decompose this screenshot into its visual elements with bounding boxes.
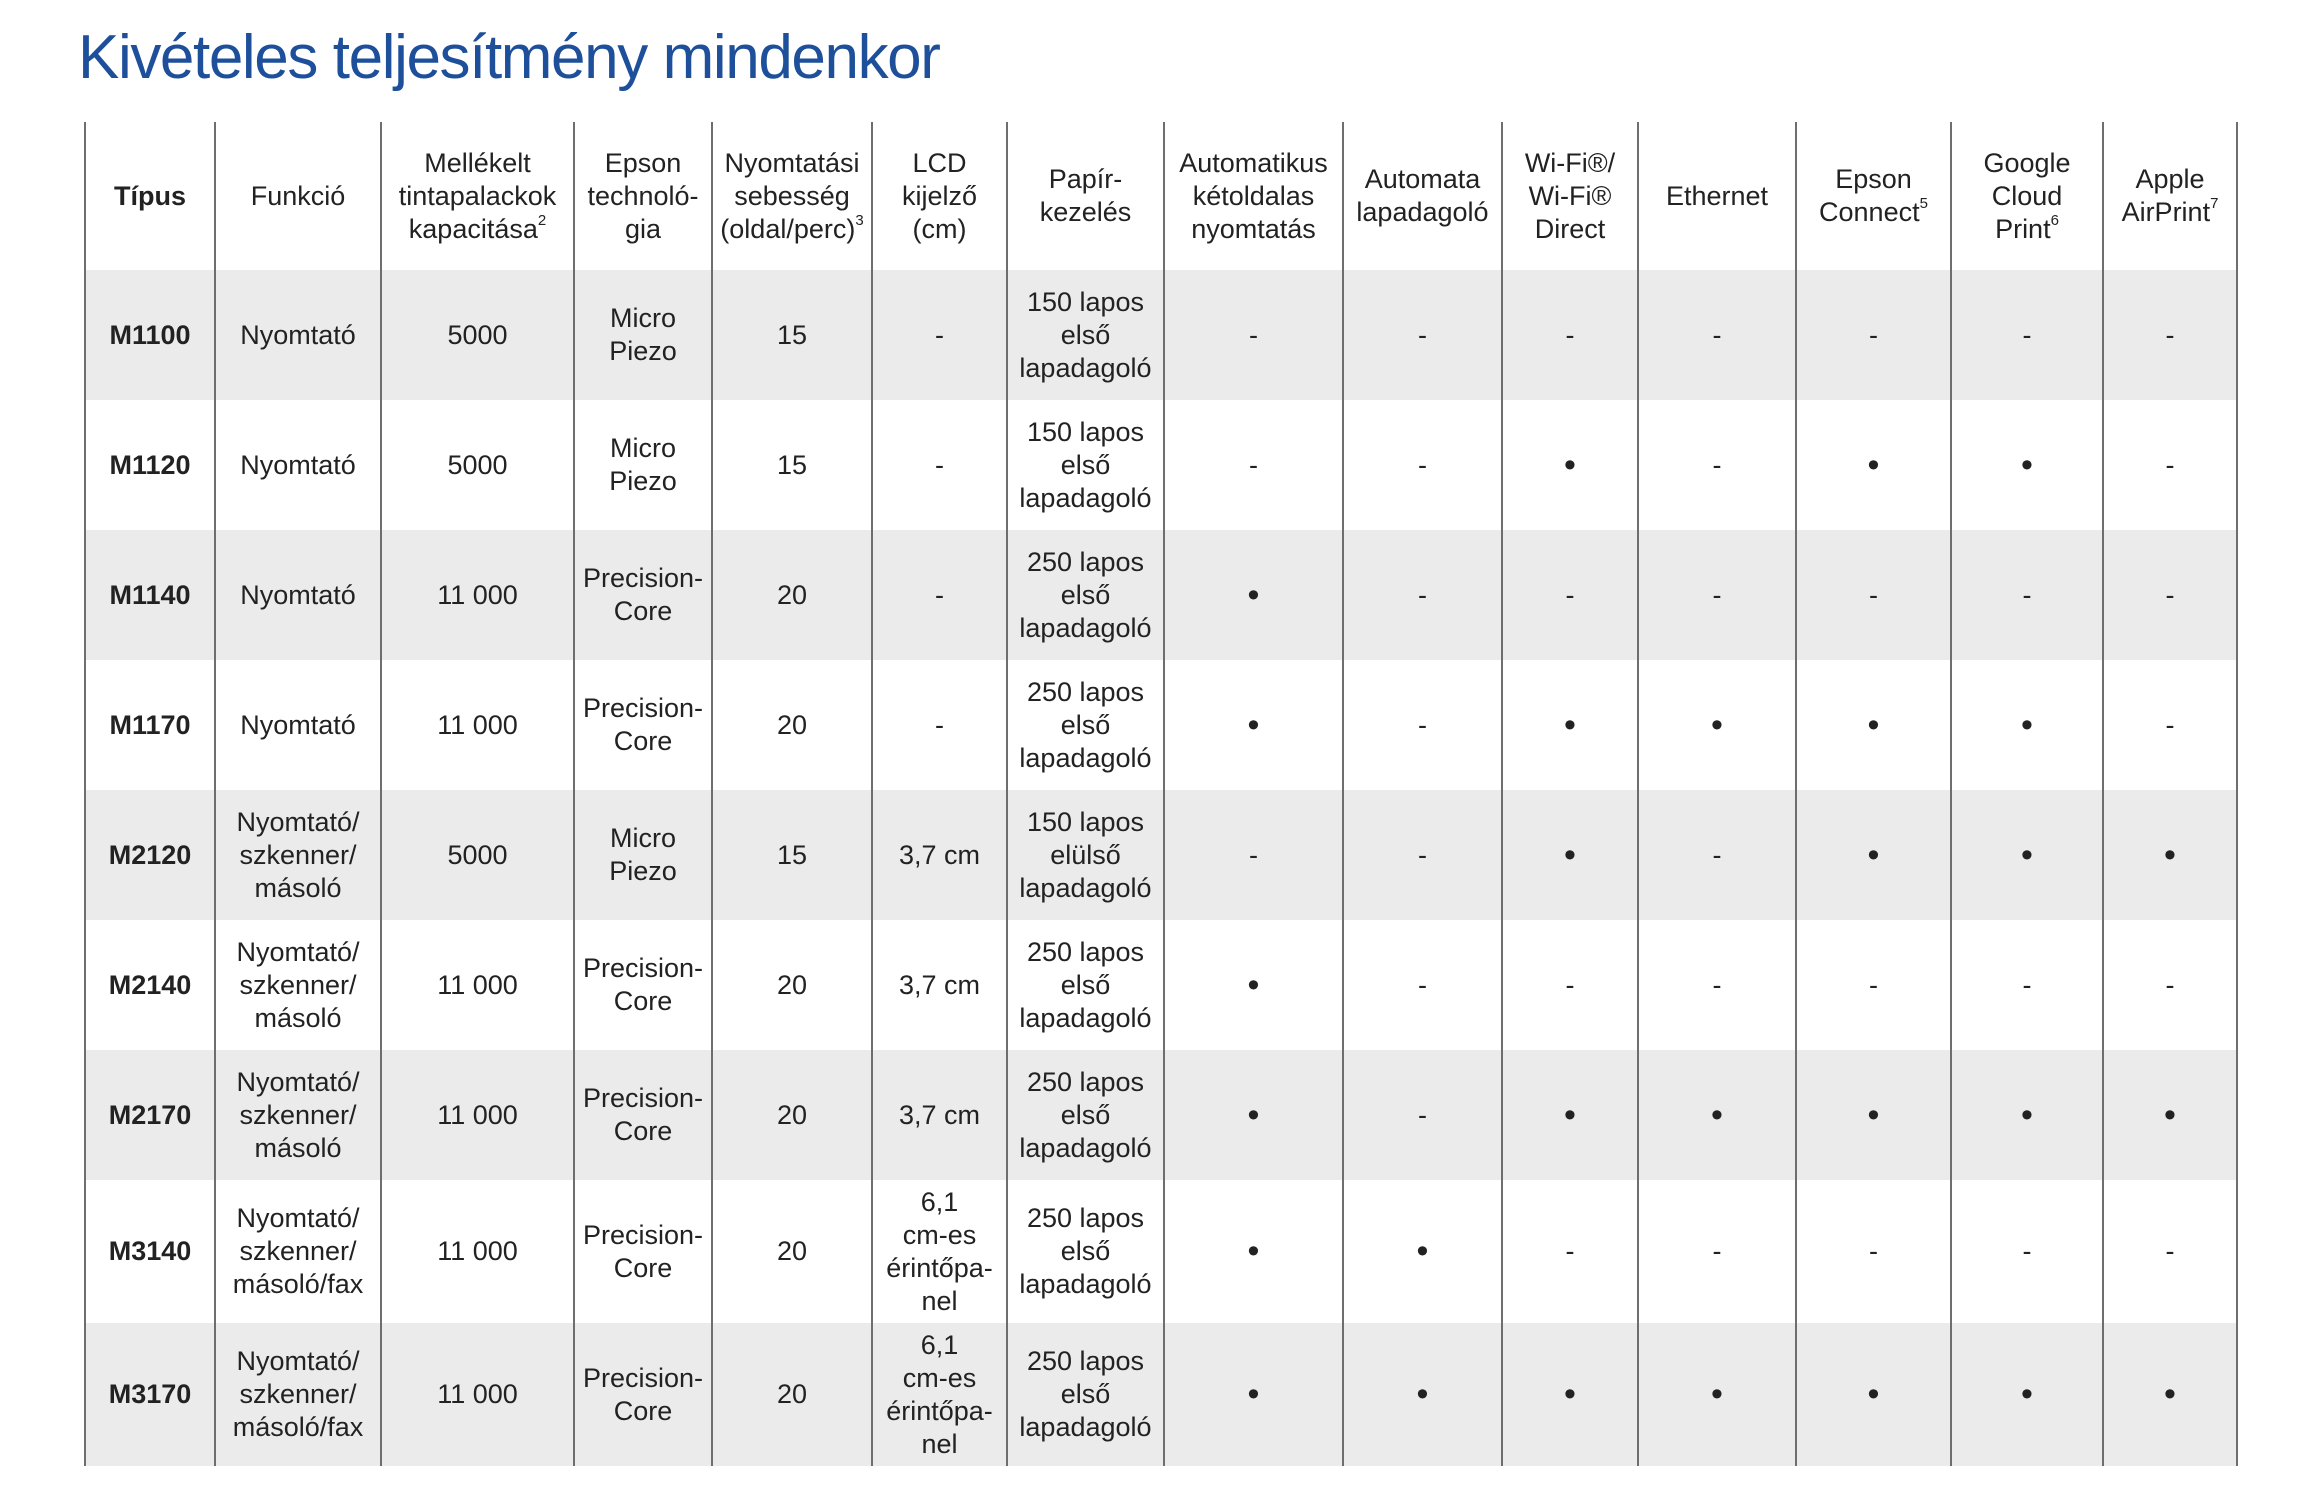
cell-function: [215, 270, 381, 400]
cell-line: cm-es: [902, 1362, 977, 1393]
cell-ethernet: •: [1638, 1323, 1796, 1466]
header-line: AirPrint$^7$: [2121, 195, 2219, 227]
cell-google-cloud: -: [1951, 270, 2103, 400]
cell-speed: 20: [712, 1323, 872, 1466]
cell-function: [215, 1180, 381, 1323]
cell-capacity: 5000: [381, 790, 574, 920]
header-line: Print$^6$: [1995, 211, 2059, 244]
cell-adf: -: [1343, 660, 1502, 790]
cell-line: 150 lapos: [1026, 286, 1145, 317]
cell-capacity: 11 000: [381, 530, 574, 660]
cell-epson-connect: -: [1796, 270, 1951, 400]
cell-wifi: •: [1502, 400, 1638, 530]
cell-google-cloud: •: [1951, 1323, 2103, 1466]
cell-line: lapadagoló: [1019, 1132, 1152, 1163]
header-line: Nyomtatási: [724, 147, 860, 178]
table-row: [85, 270, 2237, 400]
cell-line: Precision-: [582, 1083, 704, 1113]
cell-line: Micro: [610, 303, 676, 333]
cell-line: első: [1060, 319, 1111, 350]
table-row: [85, 1180, 2237, 1323]
header-line: kezelés: [1039, 197, 1132, 227]
cell-function: [215, 920, 381, 1050]
cell-line: Nyomtató/: [236, 1066, 360, 1097]
cell-wifi: -: [1502, 270, 1638, 400]
header-airprint: [2103, 122, 2237, 270]
cell-airprint: •: [2103, 1050, 2237, 1180]
cell-line: Nyomtató: [240, 449, 356, 480]
cell-line: lapadagoló: [1019, 1269, 1152, 1299]
header-row: [85, 122, 2237, 270]
cell-line: Core: [613, 726, 673, 756]
cell-line: szkenner/: [239, 1379, 357, 1409]
cell-line: 6,1: [920, 1329, 959, 1360]
cell-epson-connect: •: [1796, 660, 1951, 790]
header-line: Wi-Fi®: [1528, 180, 1612, 211]
cell-speed: 15: [712, 270, 872, 400]
cell-speed: 20: [712, 920, 872, 1050]
header-wifi: [1502, 122, 1638, 270]
cell-paper: [1007, 400, 1164, 530]
cell-line: Micro: [610, 823, 676, 853]
cell-adf: •: [1343, 1180, 1502, 1323]
cell-function: [215, 790, 381, 920]
cell-line: elülső: [1050, 839, 1121, 870]
cell-paper: [1007, 530, 1164, 660]
cell-line: másoló/fax: [232, 1269, 364, 1299]
cell-line: -: [935, 319, 944, 350]
cell-duplex: •: [1164, 1050, 1343, 1180]
cell-google-cloud: •: [1951, 1050, 2103, 1180]
cell-line: másoló: [254, 872, 342, 903]
cell-function: [215, 530, 381, 660]
cell-line: Piezo: [609, 336, 677, 366]
cell-line: első: [1060, 449, 1111, 480]
cell-wifi: •: [1502, 1323, 1638, 1466]
header-line: gia: [624, 213, 662, 244]
header-line: kétoldalas: [1192, 180, 1315, 211]
header-technology: [574, 122, 712, 270]
cell-line: lapadagoló: [1019, 872, 1152, 903]
header-line: Típus: [114, 180, 186, 211]
cell-capacity: 5000: [381, 400, 574, 530]
cell-adf: •: [1343, 1323, 1502, 1466]
cell-line: Nyomtató: [240, 319, 356, 350]
header-line: Cloud: [1991, 180, 2063, 211]
cell-line: Nyomtató/: [236, 936, 360, 967]
cell-model: M2140: [85, 920, 215, 1050]
cell-duplex: •: [1164, 530, 1343, 660]
cell-line: Nyomtató: [240, 709, 356, 740]
cell-model: M2170: [85, 1050, 215, 1180]
cell-tech: [574, 660, 712, 790]
cell-adf: -: [1343, 270, 1502, 400]
cell-line: 3,7 cm: [898, 1099, 981, 1130]
cell-line: Core: [613, 986, 673, 1016]
cell-line: első: [1060, 709, 1111, 740]
cell-line: másoló: [254, 1002, 342, 1033]
cell-line: szkenner/: [239, 1236, 357, 1266]
cell-adf: -: [1343, 920, 1502, 1050]
cell-speed: 20: [712, 1050, 872, 1180]
cell-capacity: 11 000: [381, 1180, 574, 1323]
cell-airprint: -: [2103, 1180, 2237, 1323]
cell-wifi: -: [1502, 530, 1638, 660]
cell-google-cloud: -: [1951, 530, 2103, 660]
header-line: Direct: [1534, 213, 1606, 244]
cell-line: szkenner/: [239, 839, 357, 870]
cell-epson-connect: •: [1796, 790, 1951, 920]
cell-line: cm-es: [902, 1219, 977, 1250]
cell-line: lapadagoló: [1019, 1002, 1152, 1033]
cell-ethernet: •: [1638, 1050, 1796, 1180]
cell-line: 150 lapos: [1026, 806, 1145, 837]
cell-ethernet: -: [1638, 270, 1796, 400]
header-line: lapadagoló: [1356, 197, 1489, 227]
cell-line: 250 lapos: [1026, 1203, 1145, 1233]
cell-model: M1120: [85, 400, 215, 530]
cell-line: Piezo: [609, 856, 677, 886]
cell-duplex: •: [1164, 920, 1343, 1050]
cell-epson-connect: •: [1796, 1323, 1951, 1466]
cell-paper: [1007, 660, 1164, 790]
cell-adf: -: [1343, 1050, 1502, 1180]
cell-model: M1170: [85, 660, 215, 790]
header-duplex: [1164, 122, 1343, 270]
table-row: [85, 1050, 2237, 1180]
cell-capacity: 11 000: [381, 1323, 574, 1466]
cell-ethernet: -: [1638, 790, 1796, 920]
header-line: sebesség: [734, 180, 850, 211]
cell-epson-connect: -: [1796, 530, 1951, 660]
cell-line: Core: [613, 596, 673, 626]
cell-line: lapadagoló: [1019, 612, 1152, 643]
cell-line: Precision-: [582, 1219, 704, 1250]
cell-tech: [574, 790, 712, 920]
cell-paper: [1007, 790, 1164, 920]
cell-function: [215, 660, 381, 790]
cell-duplex: •: [1164, 1323, 1343, 1466]
cell-model: M3170: [85, 1323, 215, 1466]
footnote-mark: 2: [537, 211, 547, 229]
cell-function: [215, 1323, 381, 1466]
cell-line: 250 lapos: [1026, 936, 1145, 967]
cell-line: szkenner/: [239, 969, 357, 1000]
cell-line: Precision-: [582, 693, 704, 723]
cell-function: [215, 1050, 381, 1180]
cell-line: első: [1060, 1379, 1111, 1409]
cell-ethernet: -: [1638, 920, 1796, 1050]
header-line: (oldal/perc)$^3$: [720, 211, 864, 244]
cell-line: -: [935, 579, 944, 610]
cell-line: Nyomtató/: [236, 806, 360, 837]
cell-line: Piezo: [609, 466, 677, 496]
spec-table: [84, 122, 2238, 1466]
header-line: Papír-: [1048, 164, 1123, 194]
header-ethernet: [1638, 122, 1796, 270]
cell-line: lapadagoló: [1019, 742, 1152, 773]
cell-line: 150 lapos: [1026, 416, 1145, 447]
header-line: Epson: [1835, 164, 1912, 194]
cell-capacity: 11 000: [381, 1050, 574, 1180]
cell-line: 6,1: [920, 1186, 959, 1217]
cell-ethernet: -: [1638, 1180, 1796, 1323]
cell-speed: 20: [712, 1180, 872, 1323]
cell-line: 3,7 cm: [898, 839, 981, 870]
cell-adf: -: [1343, 400, 1502, 530]
cell-line: 250 lapos: [1026, 1066, 1145, 1097]
cell-line: nel: [921, 1428, 958, 1459]
footnote-mark: 7: [2210, 195, 2219, 212]
cell-line: 250 lapos: [1026, 1346, 1145, 1376]
header-line: Ethernet: [1665, 180, 1769, 211]
cell-model: M3140: [85, 1180, 215, 1323]
header-adf: [1343, 122, 1502, 270]
cell-line: első: [1060, 1236, 1111, 1266]
cell-line: érintőpa-: [886, 1395, 993, 1426]
cell-speed: 20: [712, 530, 872, 660]
cell-line: másoló/fax: [232, 1412, 364, 1442]
header-line: Automatikus: [1179, 147, 1328, 178]
cell-line: Precision-: [582, 953, 704, 983]
cell-lcd: [872, 1050, 1007, 1180]
cell-lcd: [872, 790, 1007, 920]
cell-line: Precision-: [582, 563, 704, 593]
cell-lcd: [872, 1323, 1007, 1466]
cell-line: érintőpa-: [886, 1252, 993, 1283]
header-line: Google: [1983, 147, 2071, 178]
cell-capacity: 11 000: [381, 920, 574, 1050]
cell-line: Nyomtató/: [236, 1346, 360, 1376]
header-line: Connect$^5$: [1819, 195, 1928, 227]
cell-line: 3,7 cm: [898, 969, 981, 1000]
cell-ethernet: •: [1638, 660, 1796, 790]
cell-google-cloud: •: [1951, 660, 2103, 790]
cell-duplex: -: [1164, 270, 1343, 400]
header-line: technoló-: [587, 180, 699, 211]
cell-duplex: -: [1164, 790, 1343, 920]
cell-adf: -: [1343, 790, 1502, 920]
cell-line: -: [935, 709, 944, 740]
cell-lcd: [872, 920, 1007, 1050]
header-lcd: [872, 122, 1007, 270]
cell-lcd: [872, 660, 1007, 790]
cell-wifi: -: [1502, 1180, 1638, 1323]
cell-line: lapadagoló: [1019, 352, 1152, 383]
cell-tech: [574, 1050, 712, 1180]
header-google-cloud: [1951, 122, 2103, 270]
header-line: tintapalackok: [398, 180, 557, 211]
cell-google-cloud: •: [1951, 790, 2103, 920]
cell-model: M2120: [85, 790, 215, 920]
header-line: Funkció: [250, 180, 346, 211]
header-line: (cm): [912, 213, 967, 244]
cell-model: M1100: [85, 270, 215, 400]
header-line: LCD: [912, 147, 967, 178]
cell-adf: -: [1343, 530, 1502, 660]
cell-line: lapadagoló: [1019, 482, 1152, 513]
footnote-mark: 6: [2050, 211, 2059, 229]
cell-ethernet: -: [1638, 530, 1796, 660]
header-line: Mellékelt: [424, 147, 531, 178]
table-body: [85, 270, 2237, 1466]
cell-airprint: -: [2103, 270, 2237, 400]
cell-epson-connect: -: [1796, 920, 1951, 1050]
header-line: kijelző: [901, 180, 978, 211]
header-line: nyomtatás: [1191, 213, 1316, 244]
cell-tech: [574, 400, 712, 530]
cell-paper: [1007, 270, 1164, 400]
cell-line: 250 lapos: [1026, 676, 1145, 707]
cell-lcd: [872, 400, 1007, 530]
table-row: [85, 1323, 2237, 1466]
cell-speed: 15: [712, 400, 872, 530]
footnote-mark: 3: [855, 211, 864, 229]
cell-airprint: -: [2103, 400, 2237, 530]
cell-line: szkenner/: [239, 1099, 357, 1130]
header-epson-connect: [1796, 122, 1951, 270]
cell-google-cloud: -: [1951, 1180, 2103, 1323]
cell-line: első: [1060, 969, 1111, 1000]
cell-wifi: •: [1502, 660, 1638, 790]
header-line: Apple: [2135, 164, 2205, 194]
cell-capacity: 5000: [381, 270, 574, 400]
cell-tech: [574, 1180, 712, 1323]
cell-epson-connect: •: [1796, 1050, 1951, 1180]
cell-wifi: •: [1502, 1050, 1638, 1180]
cell-model: M1140: [85, 530, 215, 660]
cell-epson-connect: •: [1796, 400, 1951, 530]
cell-line: Nyomtató: [240, 579, 356, 610]
cell-epson-connect: -: [1796, 1180, 1951, 1323]
cell-line: Precision-: [582, 1362, 704, 1393]
header-speed: [712, 122, 872, 270]
cell-paper: [1007, 1050, 1164, 1180]
header-line: Epson: [604, 147, 682, 178]
table-row: [85, 400, 2237, 530]
table-row: [85, 920, 2237, 1050]
cell-wifi: -: [1502, 920, 1638, 1050]
cell-duplex: •: [1164, 660, 1343, 790]
cell-lcd: [872, 1180, 1007, 1323]
header-capacity: [381, 122, 574, 270]
header-paper: [1007, 122, 1164, 270]
table-row: [85, 790, 2237, 920]
cell-airprint: •: [2103, 790, 2237, 920]
table-row: [85, 660, 2237, 790]
cell-tech: [574, 1323, 712, 1466]
page-title: Kivételes teljesítmény mindenkor: [78, 23, 940, 92]
cell-lcd: [872, 530, 1007, 660]
cell-airprint: -: [2103, 530, 2237, 660]
cell-paper: [1007, 1323, 1164, 1466]
cell-line: Core: [613, 1252, 673, 1283]
cell-line: -: [935, 449, 944, 480]
header-type: [85, 122, 215, 270]
cell-speed: 20: [712, 660, 872, 790]
header-line: Automata: [1364, 164, 1481, 194]
cell-speed: 15: [712, 790, 872, 920]
header-line: Wi-Fi®/: [1524, 147, 1616, 178]
cell-lcd: [872, 270, 1007, 400]
cell-line: első: [1060, 579, 1111, 610]
cell-duplex: -: [1164, 400, 1343, 530]
cell-line: Micro: [610, 433, 676, 463]
cell-line: másoló: [254, 1132, 342, 1163]
cell-ethernet: -: [1638, 400, 1796, 530]
cell-tech: [574, 530, 712, 660]
cell-airprint: •: [2103, 1323, 2237, 1466]
footnote-mark: 5: [1919, 195, 1928, 212]
cell-airprint: -: [2103, 660, 2237, 790]
cell-tech: [574, 920, 712, 1050]
cell-tech: [574, 270, 712, 400]
cell-duplex: •: [1164, 1180, 1343, 1323]
cell-line: Core: [613, 1116, 673, 1146]
cell-paper: [1007, 920, 1164, 1050]
cell-function: [215, 400, 381, 530]
cell-line: első: [1060, 1099, 1111, 1130]
cell-line: nel: [921, 1285, 958, 1316]
header-line: kapacitása$^2$: [408, 211, 547, 244]
cell-line: Nyomtató/: [236, 1203, 360, 1233]
cell-line: lapadagoló: [1019, 1412, 1152, 1442]
header-function: [215, 122, 381, 270]
table-row: [85, 530, 2237, 660]
cell-line: Core: [613, 1395, 673, 1426]
cell-wifi: •: [1502, 790, 1638, 920]
cell-paper: [1007, 1180, 1164, 1323]
cell-line: 250 lapos: [1026, 546, 1145, 577]
cell-airprint: -: [2103, 920, 2237, 1050]
cell-capacity: 11 000: [381, 660, 574, 790]
cell-google-cloud: •: [1951, 400, 2103, 530]
cell-google-cloud: -: [1951, 920, 2103, 1050]
